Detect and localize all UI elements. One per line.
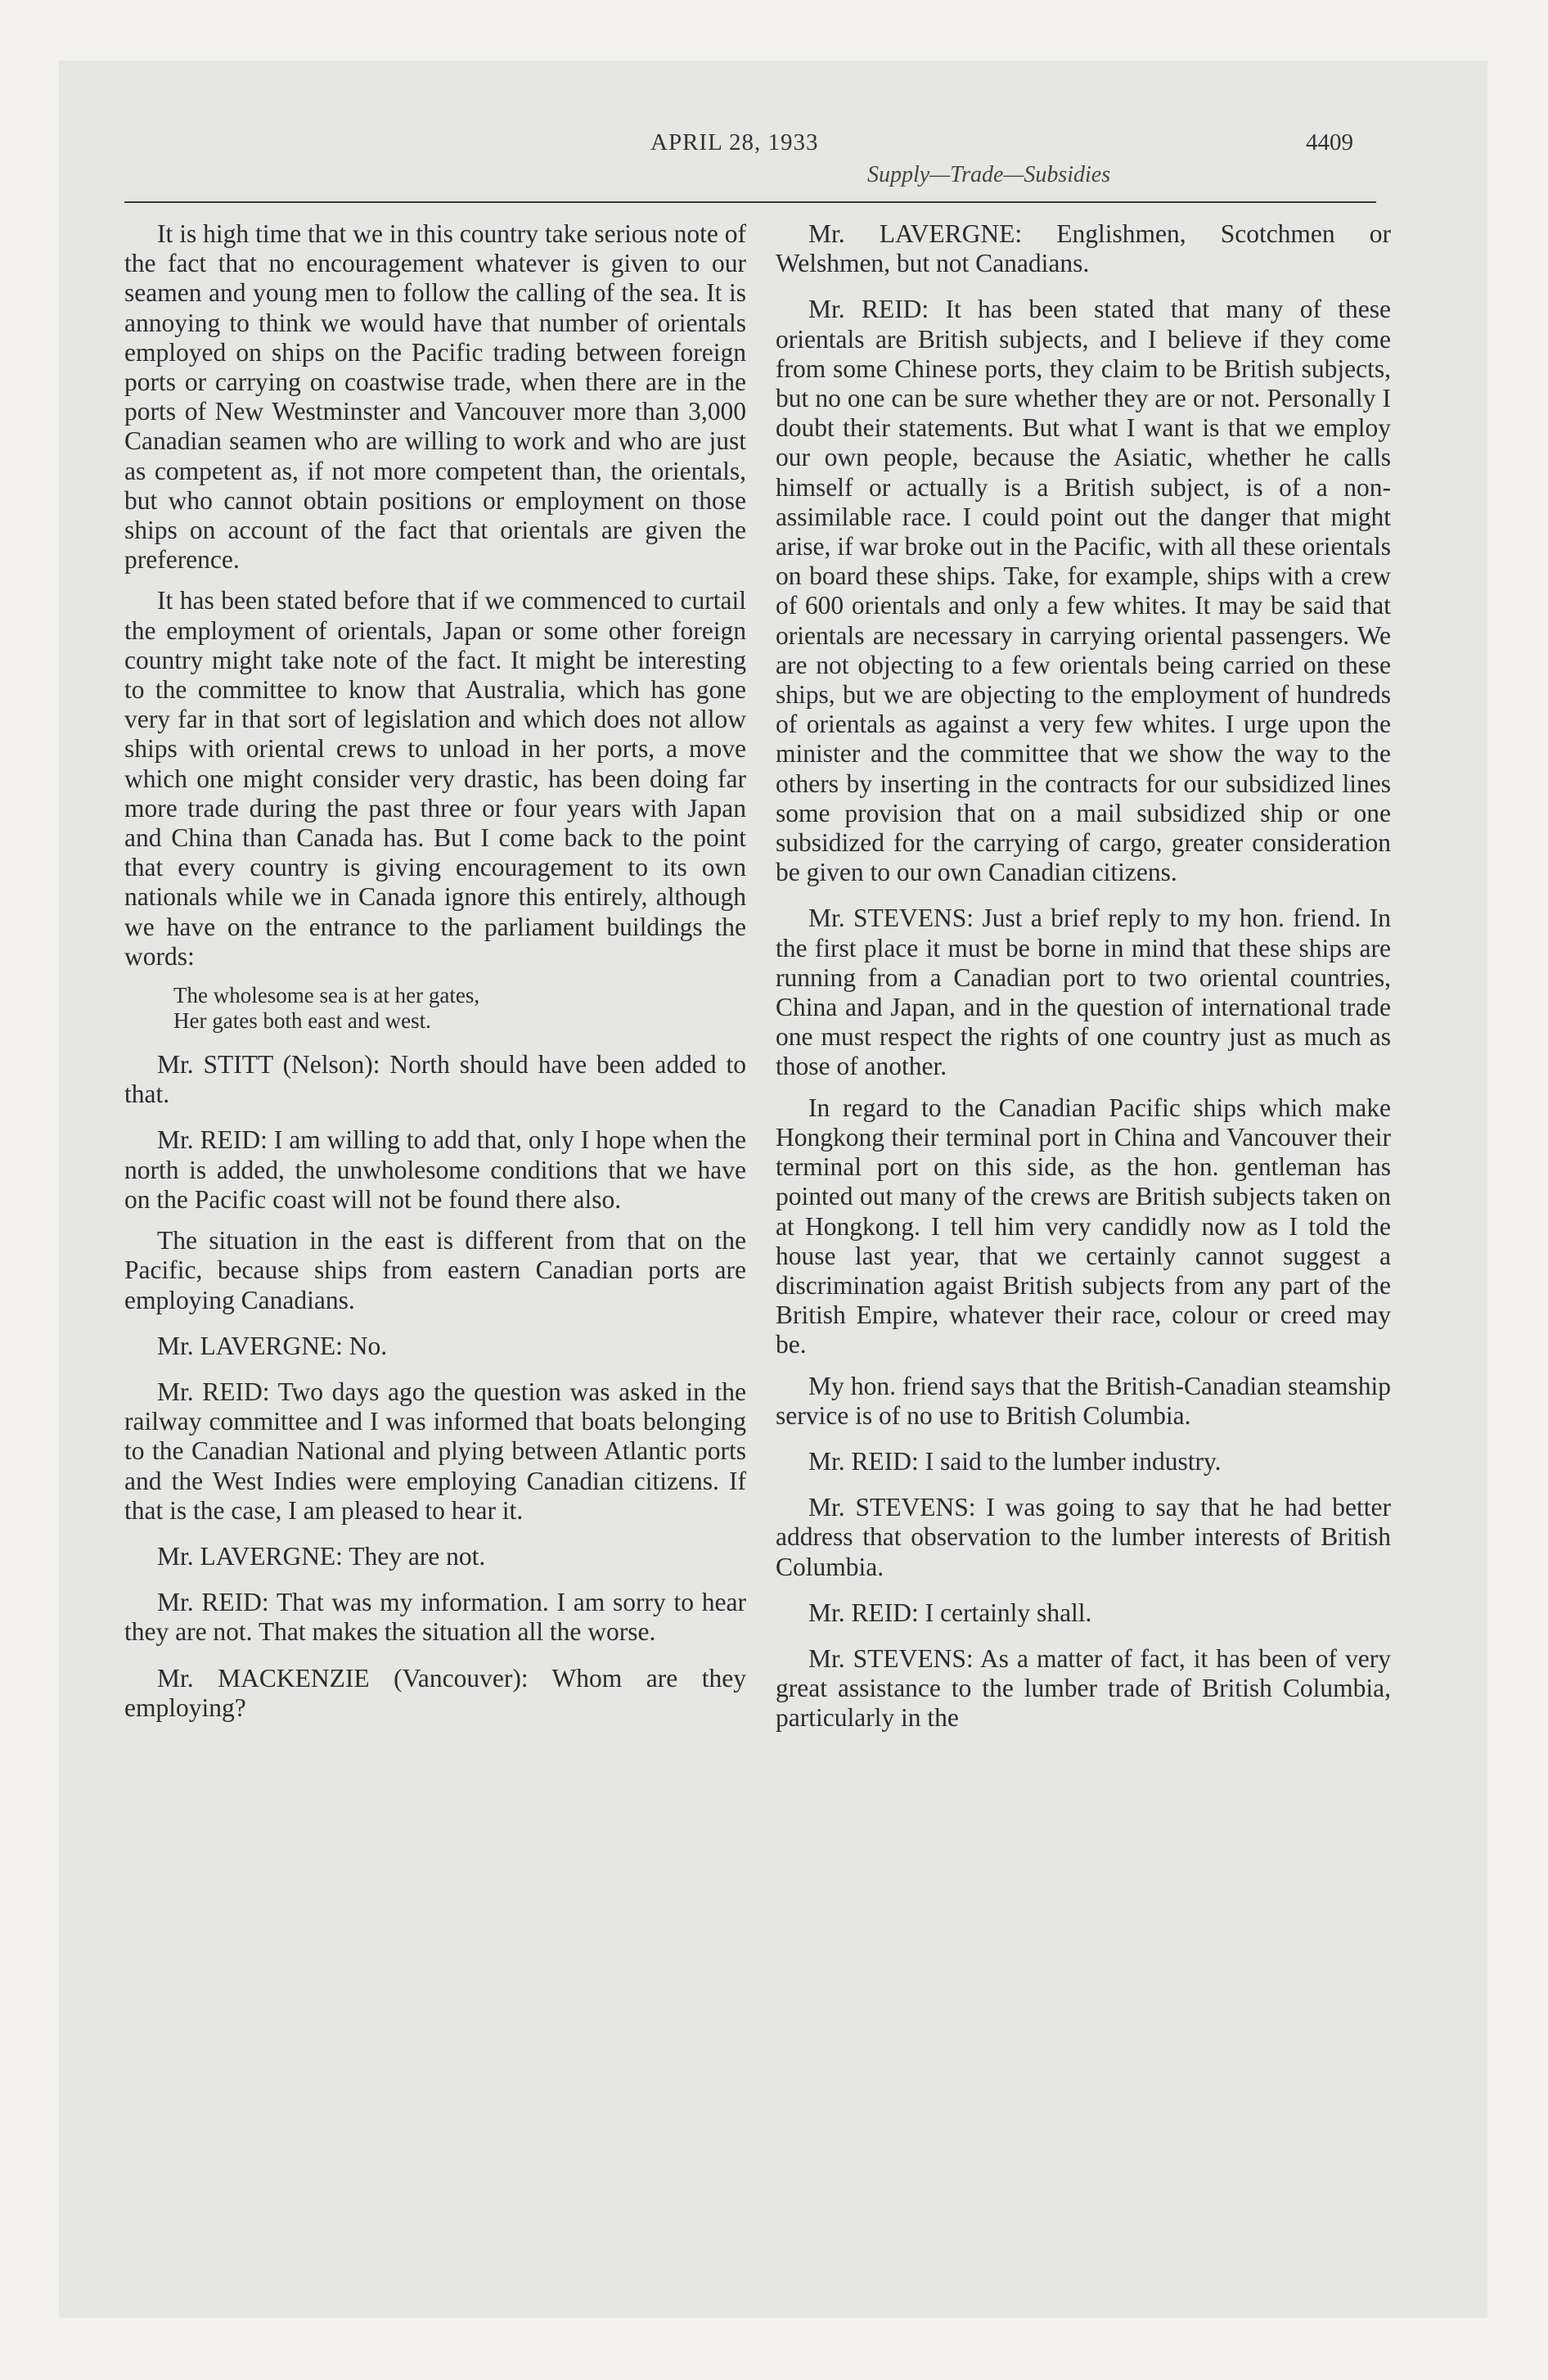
- paragraph: Mr. REID: I certainly shall.: [808, 1598, 1092, 1627]
- paragraph: Mr. REID: Two days ago the question was asked in the railway committee and I was informed that boats belonging to the Canadian National and plying between Atlantic ports and the West Indies were employing Canadian citizens. If that is the case, I am pleased to hear it.: [124, 1377, 746, 1525]
- paragraph: In regard to the Canadian Pacific ships which make Hongkong their terminal port in China and Vancouver their terminal port on this side, as the hon. gentleman has pointed out many of the crews are British subjects taken on at Hongkong. I tell him very candidly now as I told the house last year, that we certainly cannot suggest a discrimination agaist British subjects from any part of the British Empire, whatever their race, colour or creed may be.: [776, 1093, 1391, 1359]
- paragraph: Mr. LAVERGNE: They are not.: [157, 1541, 486, 1571]
- paragraph: It is high time that we in this country take serious note of the fact that no encouragement whatever is given to our seamen and young men to follow the calling of the sea. It is annoying to think we would have that number of orientals employed on ships on the Pacific trading between foreign ports or carrying on coastwise trade, when there are in the ports of New Westminster and Vancouver more than 3,000 Canadian seamen who are willing to work and who are just as competent as, if not more competent than, the orientals, but who cannot obtain positions or employment on those ships on account of the fact that orientals are given the preference.: [124, 219, 746, 575]
- header-rule: [124, 201, 1376, 203]
- paragraph: My hon. friend says that the British-Canadian steamship service is of no use to British Columbia.: [776, 1371, 1391, 1430]
- header-date: APRIL 28, 1933: [650, 129, 819, 156]
- paragraph: Mr. STEVENS: I was going to say that he had better address that observation to the lumber interests of British Columbia.: [776, 1493, 1391, 1581]
- paragraph: It has been stated before that if we commenced to curtail the employment of orientals, Japan or some other foreign country might take note of the fact. It might be interesting to the committee to know that Australia, which has gone very far in that sort of legislation and which does not allow ships with oriental crews to unload in her ports, a move which one might consider very drastic, has been doing far more trade during the past three or four years with Japan and China than Canada has. But I come back to the point that every country is giving encouragement to its own nationals while we in Canada ignore this entirely, although we have on the entrance to the parliament buildings the words:: [124, 586, 746, 971]
- paragraph: The situation in the east is different from that on the Pacific, because ships from eastern Canadian ports are employing Canadians.: [124, 1226, 746, 1314]
- quote-line: Her gates both east and west.: [173, 1008, 431, 1034]
- paragraph: Mr. LAVERGNE: No.: [157, 1331, 388, 1360]
- header-page-number: 4409: [1306, 129, 1353, 156]
- paragraph: Mr. STITT (Nelson): North should have been added to that.: [124, 1050, 746, 1109]
- block-quote: [173, 983, 746, 1034]
- paragraph: Mr. MACKENZIE (Vancouver): Whom are they employing?: [124, 1663, 746, 1722]
- paragraph: Mr. REID: I said to the lumber industry.: [808, 1446, 1222, 1476]
- paragraph: Mr. REID: I am willing to add that, only I hope when the north is added, the unwholesome conditions that we have on the Pacific coast will not be found there also.: [124, 1125, 746, 1214]
- right-column: [776, 219, 1391, 1745]
- paragraph: Mr. LAVERGNE: Englishmen, Scotchmen or Welshmen, but not Canadians.: [776, 219, 1391, 278]
- paragraph: Mr. REID: That was my information. I am sorry to hear they are not. That makes the situation all the worse.: [124, 1588, 746, 1647]
- left-column: [124, 219, 746, 1734]
- paragraph: Mr. REID: It has been stated that many of these orientals are British subjects, and I believe if they come from some Chinese ports, they claim to be British subjects, but no one can be sure whether they are or not. Personally I doubt their statements. But what I want is that we employ our own people, because the Asiatic, whether he calls himself or actually is a British subject, is of a non-assimilable race. I could point out the danger that might arise, if war broke out in the Pacific, with all these orientals on board these ships. Take, for example, ships with a crew of 600 orientals and only a few whites. It may be said that orientals are necessary in carrying oriental passengers. We are not objecting to a few orientals being carried on these ships, but we are objecting to the employment of hundreds of orientals as against a very few whites. I urge upon the minister and the committee that we show the way to the others by inserting in the contracts for our subsidized lines some provision that on a mail subsidized ship or one subsidized for the carrying of cargo, greater consideration be given to our own Canadian citizens.: [776, 295, 1391, 887]
- quote-line: The wholesome sea is at her gates,: [173, 983, 480, 1008]
- paragraph: Mr. STEVENS: Just a brief reply to my hon. friend. In the first place it must be borne in mind that these ships are running from a Canadian port to two oriental countries, China and Japan, and in the question of international trade one must respect the rights of one country just as much as those of another.: [776, 904, 1391, 1081]
- paragraph: Mr. STEVENS: As a matter of fact, it has been of very great assistance to the lumber trade of British Columbia, particularly in the: [776, 1643, 1391, 1733]
- header-subject: Supply—Trade—Subsidies: [867, 162, 1111, 187]
